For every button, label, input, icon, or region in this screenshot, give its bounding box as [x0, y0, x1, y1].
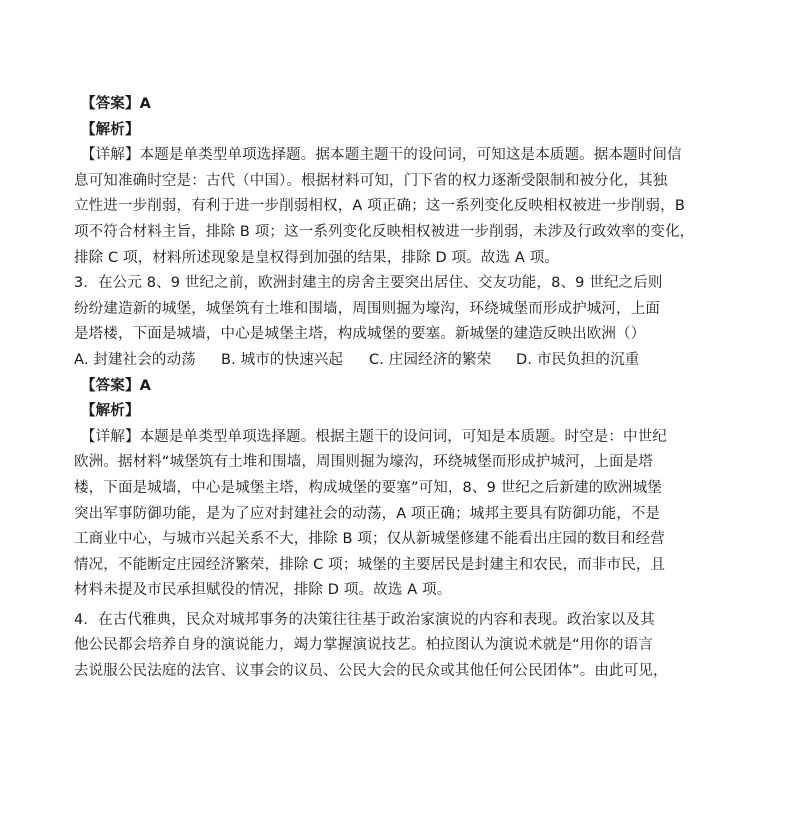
q3-detail-line: 工商业中心，与城市兴起关系不大，排除 B 项；仅从新城堡修建不能看出庄园的数目和经营	[74, 531, 665, 548]
q2-detail-line: 【详解】本题是单类型单项选择题。据本题主题干的设问词，可知这是本质题。据本题时间信	[81, 147, 682, 164]
q4-stem-line: 他公民都会培养自身的演说能力，竭力掌握演说技艺。柏拉图认为演说术就是“用你的语言	[74, 637, 654, 654]
q3-detail-line: 材料未提及市民承担赋役的情况，排除 D 项。故选 A 项。	[74, 582, 452, 599]
q2-analysis-label: 【解析】	[81, 121, 140, 138]
q3-detail-line: 欧洲。据材料“城堡筑有土堆和围墙，周围则掘为壕沟，环绕城堡而形成护城河，上面是塔	[74, 454, 654, 471]
q2-answer: 【答案】A	[81, 96, 151, 112]
q4-stem-line: 4．在古代雅典，民众对城邦事务的决策往往基于政治家演说的内容和表现。政治家以及其	[74, 611, 655, 628]
q3-detail	[74, 425, 667, 604]
q3-detail-line: 楼，下面是城墙，中心是城堡主塔，构成城堡的要塞”可知，8、9 世纪之后新建的欧洲城堡	[74, 479, 662, 496]
q2-detail	[74, 143, 695, 271]
q3-answer: 【答案】A	[81, 377, 151, 394]
q2-detail-line: 排除 C 项，材料所述现象是皇权得到加强的结果，排除 D 项。故选 A 项。	[74, 249, 560, 266]
q3-analysis-label: 【解析】	[81, 403, 140, 420]
q2-detail-line: 息可知准确时空是：古代（中国）。根据材料可知，门下省的权力逐渐受限制和被分化，其独	[74, 172, 668, 189]
q4-stem-line: 去说服公民法庭的法官、议事会的议员、公民大会的民众或其他任何公民团体”。由此可见，	[74, 663, 668, 680]
q3-stem-line: 3．在公元 8、9 世纪之前，欧洲封建主的房舍主要突出居住、交友功能，8、9 世纪之后则	[74, 275, 663, 292]
q3-detail-line: 突出军事防御功能，是为了应对封建社会的动荡，A 项正确；城邦主要具有防御功能，不是	[74, 505, 661, 522]
q3-option-a: A. 封建社会的动荡	[74, 351, 196, 368]
q3-stem	[74, 271, 664, 348]
q3-options	[74, 348, 664, 374]
q4-stem	[74, 608, 668, 685]
q3-option-b: B. 城市的快速兴起	[221, 351, 344, 368]
q2-detail-line: 立性进一步削弱，有利于进一步削弱相权，A 项正确；这一系列变化反映相权被进一步削弱，B	[74, 198, 685, 215]
q3-detail-line: 情况，不能断定庄园经济繁荣，排除 C 项；城堡的主要居民是封建主和农民，而非市民，且	[74, 556, 666, 573]
q3-stem-line: 纷纷建造新的城堡，城堡筑有土堆和围墙，周围则掘为壕沟，环绕城堡而形成护城河，上面	[74, 300, 660, 317]
q3-option-d: D. 市民负担的沉重	[516, 351, 640, 368]
q3-option-c: C. 庄园经济的繁荣	[369, 351, 492, 368]
document-page	[74, 92, 695, 685]
q2-detail-line: 项不符合材料主旨，排除 B 项；这一系列变化反映相权被进一步削弱，未涉及行政效率的变化，	[74, 223, 695, 240]
q3-stem-line: 是塔楼，下面是城墙，中心是城堡主塔，构成城堡的要塞。新城堡的建造反映出欧洲（）	[74, 326, 646, 343]
q3-detail-line: 【详解】本题是单类型单项选择题。根据主题干的设问词，可知是本质题。时空是：中世纪	[81, 428, 667, 445]
